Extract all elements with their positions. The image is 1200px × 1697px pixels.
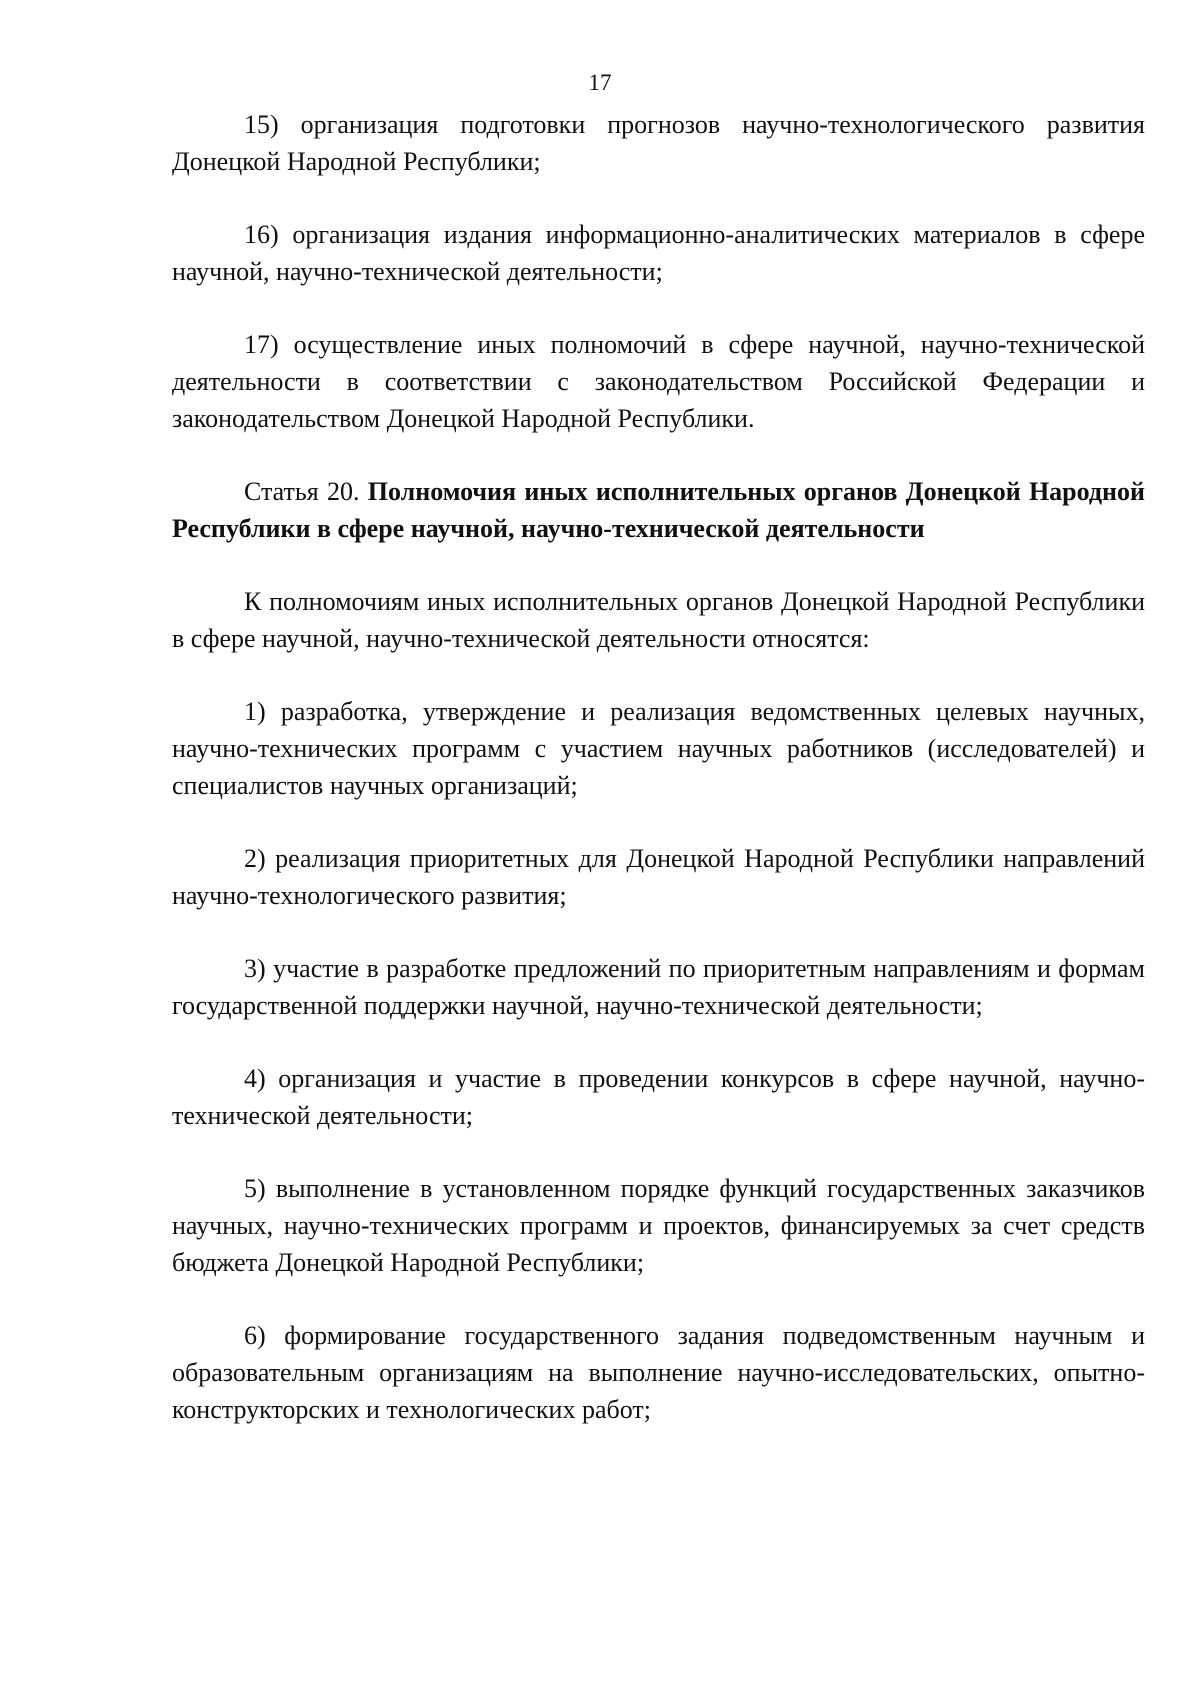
list-item-5: 5) выполнение в установленном порядке функций государственных заказчиков научных, научно-технических программ и проектов, финансируемых за счет средств бюджета Донецкой Народной Республики;	[172, 1174, 1145, 1277]
article-label: Статья 20.	[244, 477, 360, 506]
article-heading	[172, 473, 1145, 547]
list-item-6: 6) формирование государственного задания подведомственным научным и образовательным организациям на выполнение научно-исследовательских, опытно-конструкторских и технологических работ;	[172, 1321, 1145, 1424]
document-body	[172, 106, 1145, 1464]
page-number: 17	[588, 70, 612, 95]
paragraph-item-15: 15) организация подготовки прогнозов научно-технологического развития Донецкой Народной Республики;	[172, 110, 1145, 176]
list-item-4: 4) организация и участие в проведении конкурсов в сфере научной, научно-технической деятельности;	[172, 1064, 1145, 1130]
list-item-2: 2) реализация приоритетных для Донецкой Народной Республики направлений научно-технологического развития;	[172, 844, 1145, 910]
article-intro: К полномочиям иных исполнительных органов Донецкой Народной Республики в сфере научной, научно-технической деятельности относятся:	[172, 587, 1145, 653]
article-title: Полномочия иных исполнительных органов Донецкой Народной Республики в сфере научной, научно-технической деятельности	[172, 477, 1145, 543]
paragraph-item-16: 16) организация издания информационно-аналитических материалов в сфере научной, научно-технической деятельности;	[172, 220, 1145, 286]
paragraph-item-17: 17) осуществление иных полномочий в сфере научной, научно-технической деятельности в соответствии с законодательством Российской Федерации и законодательством Донецкой Народной Республики.	[172, 330, 1145, 433]
list-item-3: 3) участие в разработке предложений по приоритетным направлениям и формам государственной поддержки научной, научно-технической деятельности;	[172, 954, 1145, 1020]
list-item-1: 1) разработка, утверждение и реализация ведомственных целевых научных, научно-технических программ с участием научных работников (исследователей) и специалистов научных организаций;	[172, 697, 1145, 800]
